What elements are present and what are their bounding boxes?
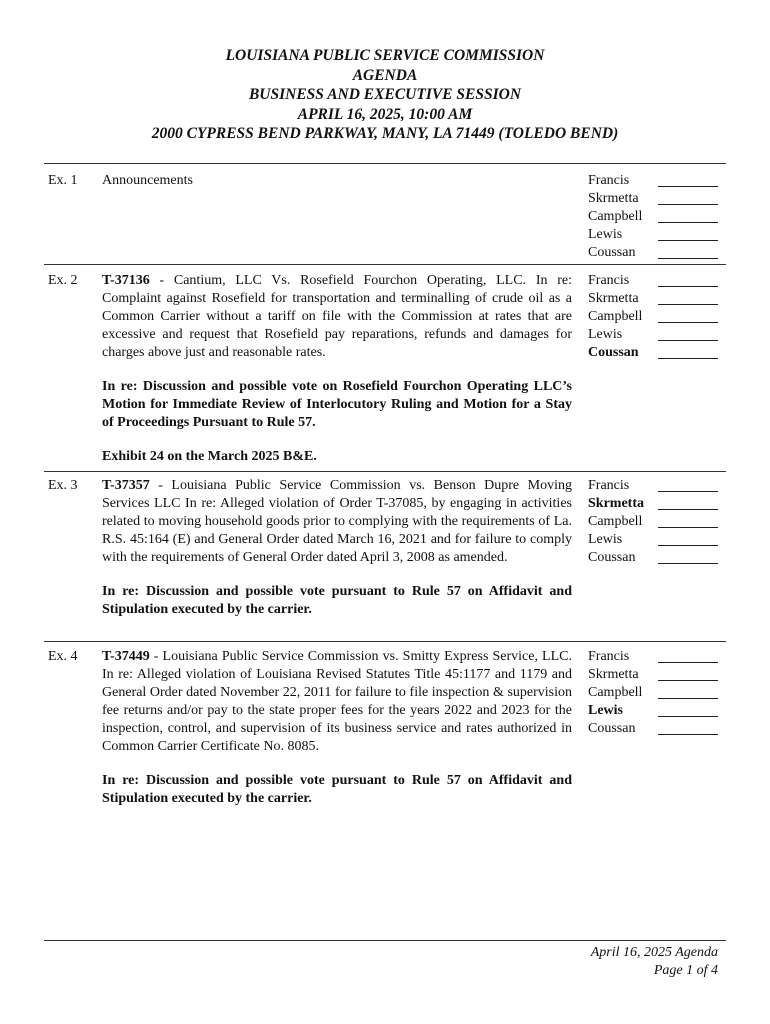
header-divider [44,163,726,164]
item-divider [44,641,726,642]
commissioner-name: Skrmetta [588,191,639,206]
vote-blank [658,222,718,223]
vote-row [588,684,726,702]
item-divider [44,471,726,472]
item-description [102,648,572,756]
vote-blank [658,509,718,510]
vote-list [588,272,726,362]
vote-row [588,190,726,208]
vote-blank [658,545,718,546]
item-in-re: In re: Discussion and possible vote on Rosefield Fourchon Operating LLC’s Motion for Immediate Review of Interlocutory Ruling and Motion for a Stay of Proceedings Pursuant to Rule 57. [102,379,572,430]
commissioner-name: Coussan [588,550,636,565]
vote-row [588,495,726,513]
footer-agenda-date: April 16, 2025 Agenda [590,945,718,960]
commissioner-name: Francis [588,173,630,188]
vote-row [588,477,726,495]
vote-blank [658,358,718,359]
vote-list [588,172,726,262]
commissioner-name: Campbell [588,209,643,224]
item-in-re: In re: Discussion and possible vote pursuant to Rule 57 on Affidavit and Stipulation executed by the carrier. [102,773,572,806]
commissioner-name: Francis [588,273,630,288]
page-footer [591,944,718,980]
vote-blank [658,491,718,492]
docket-number: T-37449 [102,649,150,664]
item-text: - Cantium, LLC Vs. Rosefield Fourchon Operating, LLC. In re: Complaint against Rosefield for transportation and terminalling of crude oil as a Common Carrier without a tariff on file with the Commission at rates that are excessive and request that Rosefield pay reparations, refunds and damages for charges above just and reasonable rates. [102,273,572,360]
item-divider [44,264,726,265]
vote-row [588,702,726,720]
commissioner-name: Skrmetta [588,667,639,682]
item-title: Announcements [102,173,193,188]
item-text: - Louisiana Public Service Commission vs. Benson Dupre Moving Services LLC In re: Alleged violation of Order T-37085, by engaging in activities related to moving household goods prior to complying with the requirements of La. R.S. 45:164 (E) and General Order dated March 16, 2021 and for failure to comply with the requirements of General Order dated April 3, 2008 as amended. [102,478,572,565]
vote-row [588,513,726,531]
vote-list [588,648,726,738]
vote-blank [658,304,718,305]
vote-row [588,172,726,190]
vote-row [588,226,726,244]
commissioner-name: Campbell [588,685,643,700]
vote-blank [658,527,718,528]
item-description [102,272,572,362]
header-location: 2000 CYPRESS BEND PARKWAY, MANY, LA 71449 (TOLEDO BEND) [151,125,619,142]
vote-blank [658,286,718,287]
vote-row [588,208,726,226]
vote-blank [658,734,718,735]
vote-row [588,344,726,362]
commissioner-name: Lewis [588,532,623,547]
header-date: APRIL 16, 2025, 10:00 AM [297,105,473,123]
commissioner-name: Skrmetta [588,496,644,511]
exhibit-number: Ex. 2 [48,273,78,288]
commissioner-name: Lewis [588,327,623,342]
commissioner-name: Coussan [588,345,639,360]
agenda-header [0,46,770,144]
footer-divider [44,940,726,941]
docket-number: T-37136 [102,273,150,288]
header-session: BUSINESS AND EXECUTIVE SESSION [248,86,522,103]
vote-blank [658,662,718,663]
item-body [102,477,572,619]
vote-blank [658,698,718,699]
item-body [102,172,572,190]
vote-blank [658,563,718,564]
item-note: Exhibit 24 on the March 2025 B&E. [102,449,317,464]
vote-row [588,244,726,262]
commissioner-name: Coussan [588,721,636,736]
vote-list [588,477,726,567]
exhibit-number: Ex. 4 [48,649,78,664]
vote-row [588,720,726,738]
commissioner-name: Lewis [588,227,623,242]
item-body [102,648,572,808]
header-agenda: AGENDA [352,66,418,84]
vote-row [588,531,726,549]
item-in-re: In re: Discussion and possible vote pursuant to Rule 57 on Affidavit and Stipulation executed by the carrier. [102,584,572,617]
vote-row [588,549,726,567]
commissioner-name: Lewis [588,703,623,718]
vote-row [588,326,726,344]
exhibit-number: Ex. 3 [48,478,78,493]
vote-row [588,648,726,666]
commissioner-name: Campbell [588,514,643,529]
commissioner-name: Skrmetta [588,291,639,306]
item-body [102,272,572,466]
vote-blank [658,322,718,323]
commissioner-name: Coussan [588,245,636,260]
commissioner-name: Francis [588,478,630,493]
vote-blank [658,204,718,205]
vote-blank [658,258,718,259]
item-text: - Louisiana Public Service Commission vs. Smitty Express Service, LLC. In re: Alleged violation of Louisiana Revised Statutes Title 45:1177 and 1179 and General Order dated November 22, 2011 for failure to file inspection & supervision fee returns and/or pay to the state proper fees for the years 2022 and 2023 for the inspection, control, and supervision of its business service and rates authorized in Common Carrier Certificate No. 8085. [102,649,572,754]
item-description [102,477,572,567]
page-number: Page 1 of 4 [653,963,718,978]
vote-blank [658,680,718,681]
vote-row [588,272,726,290]
vote-row [588,290,726,308]
commissioner-name: Campbell [588,309,643,324]
vote-blank [658,340,718,341]
vote-row [588,666,726,684]
docket-number: T-37357 [102,478,150,493]
exhibit-number: Ex. 1 [48,173,78,188]
header-commission: LOUISIANA PUBLIC SERVICE COMMISSION [225,47,545,64]
vote-row [588,308,726,326]
vote-blank [658,186,718,187]
vote-blank [658,716,718,717]
vote-blank [658,240,718,241]
commissioner-name: Francis [588,649,630,664]
